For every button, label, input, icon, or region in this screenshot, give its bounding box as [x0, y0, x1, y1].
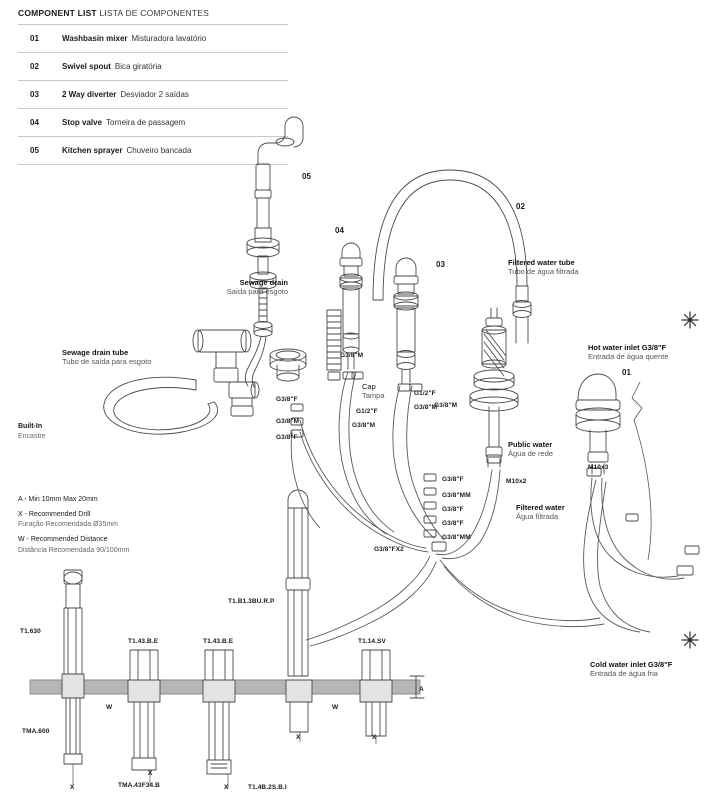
- sewage-drain-assembly: [193, 330, 259, 416]
- part-code-3: T1.43.B.E: [203, 638, 234, 645]
- thread-code-g38f-a: G3/8"F: [276, 396, 298, 403]
- thread-code-m10x2: M10x2: [506, 478, 527, 485]
- cold-water-icon: [682, 632, 698, 648]
- component-name-en: Swivel spout: [62, 62, 111, 71]
- cap-en: Cap: [362, 382, 376, 391]
- thread-code-g12f-b: G1/2"F: [356, 408, 378, 415]
- thread-code-g38mm-a: G3/8"MM: [442, 492, 471, 499]
- thread-code-g38f-e: G3/8"F: [442, 520, 464, 527]
- thread-code-g38m-e: G3/8"M: [352, 422, 376, 429]
- builtin-note-pt: Encastre: [18, 433, 46, 441]
- install-notes: [18, 495, 129, 556]
- bottom-part-3: [203, 650, 235, 774]
- cap-label: [362, 382, 385, 401]
- sewage-drain-en: Sewage drain: [239, 278, 288, 287]
- dimension-x4: X: [296, 734, 301, 741]
- callout-02: 02: [516, 202, 525, 211]
- cold-water-inlet-pt: Entrada de água fria: [590, 669, 658, 679]
- component-number: 02: [30, 62, 39, 71]
- hose-bundle: [291, 372, 684, 646]
- sewage-drain-tube-pt: Tubo de saída para esgoto: [62, 357, 152, 367]
- note-w-en: W - Recommended Distance: [18, 536, 108, 544]
- sewage-drain-tube: [104, 377, 218, 434]
- component-name-en: Kitchen sprayer: [62, 146, 123, 155]
- dimension-x3: X: [224, 784, 229, 791]
- callout-01-leader: [632, 382, 651, 560]
- component-name-pt: Bica giratória: [114, 62, 162, 71]
- sewage-drain-label: [168, 278, 288, 297]
- filtered-water-tube-pt: Tubo de água filtrada: [508, 267, 579, 277]
- note-x-pt: Furação Recomendada Ø35mm: [18, 521, 118, 529]
- thread-code-g38f-b: G3/8"F: [276, 434, 298, 441]
- component-name-pt: Chuveiro bancada: [126, 146, 192, 155]
- sprayer-base-stack: [245, 228, 279, 388]
- cap-spring-parts: [327, 310, 341, 380]
- dimension-x2: X: [148, 770, 153, 777]
- filtered-water-en: Filtered water: [516, 503, 565, 512]
- part-code-6: TMA.600: [22, 728, 50, 735]
- bottom-part-2: [128, 650, 160, 770]
- cold-water-inlet-en: Cold water inlet G3/8"F: [590, 660, 673, 669]
- component-number: 04: [30, 118, 39, 127]
- hot-water-inlet-label: [588, 343, 724, 362]
- thread-code-m10x3: M10x3: [588, 464, 609, 471]
- dimension-a: A: [419, 686, 424, 693]
- public-water-en: Public water: [508, 440, 553, 449]
- callout-01: 01: [622, 368, 631, 377]
- component-name-pt: Misturadora lavatório: [131, 34, 207, 43]
- bottom-part-4: [286, 490, 312, 732]
- note-a: A - Min 10mm Max 20mm: [18, 496, 98, 503]
- thread-code-g38mm-b: G3/8"MM: [442, 534, 471, 541]
- bottom-part-5: [360, 650, 392, 736]
- thread-code-g38m-b: G3/8"M: [414, 404, 438, 411]
- part-code-7: TMA.43F34.B: [118, 782, 160, 789]
- component-list-title-en: COMPONENT LIST: [18, 8, 97, 18]
- component-number: 03: [30, 90, 39, 99]
- note-x-en: X - Recommended Drill: [18, 511, 91, 519]
- drain-flange-ring: [270, 349, 306, 381]
- hot-water-inlet-en: Hot water inlet G3/8"F: [588, 343, 667, 352]
- hot-water-icon: [682, 312, 698, 328]
- washbasin-mixer-01: [576, 374, 620, 474]
- dimension-x5: X: [372, 734, 377, 741]
- component-name-en: Stop valve: [62, 118, 103, 127]
- component-name-pt: Desviador 2 saídas: [120, 90, 189, 99]
- hot-water-inlet-pt: Entrada de água quente: [588, 352, 669, 362]
- hose-connectors: [291, 372, 699, 575]
- sewage-drain-tube-label: [62, 348, 192, 367]
- part-code-5: T1.14.SV: [358, 638, 386, 645]
- thread-code-g38m-c: G3/8"M: [434, 402, 458, 409]
- component-number: 01: [30, 34, 39, 43]
- cold-water-inlet-label: [590, 660, 726, 679]
- part-code-2: T1.43.B.E: [128, 638, 159, 645]
- callout-04: 04: [335, 226, 344, 235]
- thread-code-g38f-d: G3/8"F: [442, 506, 464, 513]
- callout-03: 03: [436, 260, 445, 269]
- public-water-label: [508, 440, 553, 459]
- component-name-en: Washbasin mixer: [62, 34, 128, 43]
- note-w-pt: Distância Recomendada 90/100mm: [18, 546, 130, 554]
- thread-code-g38fx2: G3/8"FX2: [374, 546, 404, 553]
- stop-valve-04: [340, 243, 362, 369]
- component-name-en: 2 Way diverter: [62, 90, 117, 99]
- thread-code-g38m-d: G3/8"M: [276, 418, 300, 425]
- filtered-water-label: [516, 503, 565, 522]
- public-water-pt: Água de rede: [508, 449, 554, 459]
- thread-code-g38f-c: G3/8"F: [442, 476, 464, 483]
- sewage-drain-tube-en: Sewage drain tube: [62, 348, 129, 357]
- builtin-note: [18, 422, 46, 442]
- filtered-water-pt: Água filtrada: [516, 512, 559, 522]
- thread-code-g12f-a: G1/2"F: [414, 390, 436, 397]
- part-code-4: T1.B1.3BU.R.P: [228, 598, 275, 605]
- filtered-water-tube-en: Filtered water tube: [508, 258, 575, 267]
- filtered-water-tube-label: [508, 258, 579, 277]
- component-name-pt: Torneira de passagem: [106, 118, 186, 127]
- builtin-note-en: Built-In: [18, 423, 43, 430]
- bottom-part-1: [62, 570, 84, 764]
- dimension-w1: W: [106, 704, 113, 711]
- component-list-title-pt: LISTA DE COMPONENTES: [99, 8, 210, 18]
- cap-pt: Tampa: [362, 391, 385, 401]
- part-code-8: T1.4B.2S.B.I: [248, 784, 287, 791]
- part-code-1: T1.630: [20, 628, 41, 635]
- thread-code-g38m-a: G3/8"M: [340, 352, 364, 359]
- callout-05: 05: [302, 172, 311, 181]
- component-number: 05: [30, 146, 39, 155]
- dimension-x1: X: [70, 784, 75, 791]
- kitchen-sprayer-part: [255, 117, 303, 228]
- two-way-diverter-03: [394, 258, 418, 383]
- sewage-drain-pt: Saída para esgoto: [226, 287, 288, 297]
- dimension-w2: W: [332, 704, 339, 711]
